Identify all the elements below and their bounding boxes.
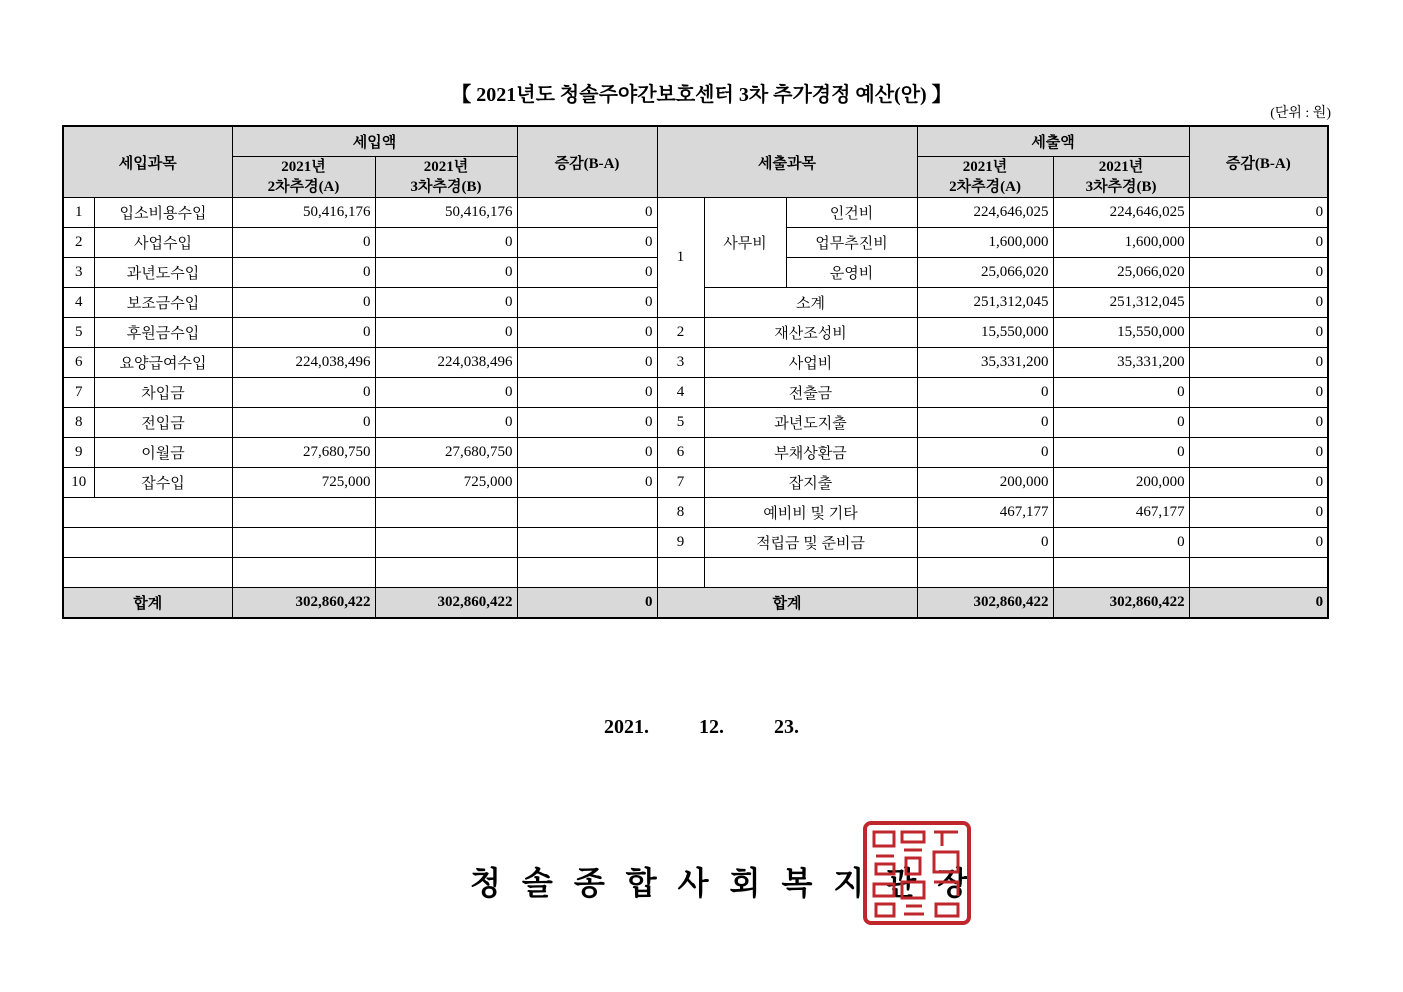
date-day: 23.: [774, 716, 799, 738]
document-title: 【 2021년도 청솔주야간보호센터 3차 추가경정 예산(안) 】: [451, 84, 952, 106]
expense-a: 25,066,020: [917, 258, 1053, 288]
empty-cell: [1189, 558, 1328, 588]
empty-cell: [232, 558, 375, 588]
expense-a: 0: [917, 378, 1053, 408]
expense-a: 1,600,000: [917, 228, 1053, 258]
income-no: 8: [63, 408, 94, 438]
empty-cell: [232, 498, 375, 528]
income-no: 2: [63, 228, 94, 258]
expense-a: 0: [917, 438, 1053, 468]
income-no: 9: [63, 438, 94, 468]
empty-cell: [375, 558, 517, 588]
income-subject-header: 세입과목: [63, 126, 232, 198]
expense-subtotal-label: 소계: [704, 288, 917, 318]
empty-cell: [657, 558, 704, 588]
expense-total-a: 302,860,422: [917, 588, 1053, 619]
income-b: 725,000: [375, 468, 517, 498]
income-b: 0: [375, 408, 517, 438]
expense-b: 224,646,025: [1053, 198, 1189, 228]
empty-cell: [63, 558, 232, 588]
income-amount-header: 세입액: [232, 126, 517, 157]
expense-name: 전출금: [704, 378, 917, 408]
income-name: 전입금: [94, 408, 232, 438]
expense-diff: 0: [1189, 438, 1328, 468]
table-row: [63, 378, 1328, 408]
empty-cell: [1053, 558, 1189, 588]
expense-b: 0: [1053, 528, 1189, 558]
expense-name: 운영비: [786, 258, 917, 288]
expense-a: 467,177: [917, 498, 1053, 528]
expense-b: 35,331,200: [1053, 348, 1189, 378]
income-a: 0: [232, 318, 375, 348]
expense-b: 0: [1053, 438, 1189, 468]
expense-a: 0: [917, 528, 1053, 558]
expense-subject-header: 세출과목: [657, 126, 917, 198]
expense-no: 2: [657, 318, 704, 348]
organization-name: 청솔종합사회복지관장: [470, 865, 990, 901]
expense-col-b-header: 2021년 3차추경(B): [1053, 157, 1189, 198]
income-diff: 0: [517, 378, 657, 408]
income-b: 0: [375, 228, 517, 258]
income-b: 0: [375, 378, 517, 408]
table-row: [63, 468, 1328, 498]
income-no: 7: [63, 378, 94, 408]
table-row: [63, 198, 1328, 228]
income-a: 27,680,750: [232, 438, 375, 468]
expense-total-diff: 0: [1189, 588, 1328, 619]
date-month: 12.: [699, 716, 724, 738]
expense-diff: 0: [1189, 528, 1328, 558]
empty-cell: [375, 528, 517, 558]
expense-diff: 0: [1189, 498, 1328, 528]
income-name: 과년도수입: [94, 258, 232, 288]
expense-a: 200,000: [917, 468, 1053, 498]
income-a: 50,416,176: [232, 198, 375, 228]
income-b: 224,038,496: [375, 348, 517, 378]
income-name: 보조금수입: [94, 288, 232, 318]
income-name: 요양급여수입: [94, 348, 232, 378]
income-col-a-header: 2021년 2차추경(A): [232, 157, 375, 198]
table-row: [63, 558, 1328, 588]
expense-name: 잡지출: [704, 468, 917, 498]
income-total-diff: 0: [517, 588, 657, 619]
income-a: 0: [232, 378, 375, 408]
empty-cell: [704, 558, 917, 588]
empty-cell: [917, 558, 1053, 588]
expense-no: 9: [657, 528, 704, 558]
expense-b: 0: [1053, 378, 1189, 408]
empty-cell: [375, 498, 517, 528]
date-year: 2021.: [604, 716, 649, 738]
income-b: 0: [375, 318, 517, 348]
income-a: 0: [232, 258, 375, 288]
expense-diff: 0: [1189, 468, 1328, 498]
table-row: [63, 528, 1328, 558]
unit-note: (단위 : 원): [1270, 106, 1331, 121]
expense-no: 5: [657, 408, 704, 438]
income-diff: 0: [517, 468, 657, 498]
expense-name: 과년도지출: [704, 408, 917, 438]
document-date: [0, 716, 1403, 739]
expense-a: 251,312,045: [917, 288, 1053, 318]
expense-no: 1: [657, 198, 704, 318]
expense-name: 인건비: [786, 198, 917, 228]
income-total-a: 302,860,422: [232, 588, 375, 619]
income-diff: 0: [517, 438, 657, 468]
expense-b: 251,312,045: [1053, 288, 1189, 318]
income-b: 0: [375, 258, 517, 288]
income-b: 50,416,176: [375, 198, 517, 228]
empty-cell: [63, 498, 232, 528]
income-diff: 0: [517, 258, 657, 288]
table-row: [63, 348, 1328, 378]
expense-no: 6: [657, 438, 704, 468]
income-a: 0: [232, 288, 375, 318]
expense-total-b: 302,860,422: [1053, 588, 1189, 619]
total-row: [63, 588, 1328, 619]
income-b: 0: [375, 288, 517, 318]
expense-name: 적립금 및 준비금: [704, 528, 917, 558]
expense-diff: 0: [1189, 228, 1328, 258]
income-name: 사업수입: [94, 228, 232, 258]
empty-cell: [517, 558, 657, 588]
expense-col-a-header: 2021년 2차추경(A): [917, 157, 1053, 198]
expense-a: 35,331,200: [917, 348, 1053, 378]
income-diff: 0: [517, 408, 657, 438]
expense-b: 15,550,000: [1053, 318, 1189, 348]
expense-a: 0: [917, 408, 1053, 438]
budget-table: [62, 125, 1329, 619]
table-row: [63, 438, 1328, 468]
expense-b: 200,000: [1053, 468, 1189, 498]
expense-no: 8: [657, 498, 704, 528]
income-name: 입소비용수입: [94, 198, 232, 228]
empty-cell: [517, 528, 657, 558]
expense-diff: 0: [1189, 348, 1328, 378]
expense-diff: 0: [1189, 408, 1328, 438]
expense-name: 업무추진비: [786, 228, 917, 258]
income-diff: 0: [517, 198, 657, 228]
income-no: 5: [63, 318, 94, 348]
expense-diff: 0: [1189, 288, 1328, 318]
income-no: 6: [63, 348, 94, 378]
expense-name: 예비비 및 기타: [704, 498, 917, 528]
expense-amount-header: 세출액: [917, 126, 1189, 157]
expense-diff-header: 증감(B-A): [1189, 126, 1328, 198]
empty-cell: [63, 528, 232, 558]
expense-category: 사무비: [704, 198, 786, 288]
income-a: 224,038,496: [232, 348, 375, 378]
expense-b: 0: [1053, 408, 1189, 438]
income-no: 1: [63, 198, 94, 228]
income-no: 3: [63, 258, 94, 288]
expense-b: 1,600,000: [1053, 228, 1189, 258]
income-a: 725,000: [232, 468, 375, 498]
income-total-label: 합계: [63, 588, 232, 619]
income-b: 27,680,750: [375, 438, 517, 468]
table-row: [63, 318, 1328, 348]
income-diff-header: 증감(B-A): [517, 126, 657, 198]
income-a: 0: [232, 228, 375, 258]
official-seal-icon: [862, 820, 972, 926]
expense-a: 224,646,025: [917, 198, 1053, 228]
income-diff: 0: [517, 288, 657, 318]
expense-diff: 0: [1189, 198, 1328, 228]
income-name: 차입금: [94, 378, 232, 408]
income-name: 후원금수입: [94, 318, 232, 348]
expense-no: 4: [657, 378, 704, 408]
expense-total-label: 합계: [657, 588, 917, 619]
expense-a: 15,550,000: [917, 318, 1053, 348]
expense-diff: 0: [1189, 258, 1328, 288]
income-no: 10: [63, 468, 94, 498]
expense-name: 재산조성비: [704, 318, 917, 348]
expense-b: 25,066,020: [1053, 258, 1189, 288]
table-row: [63, 498, 1328, 528]
income-name: 잡수입: [94, 468, 232, 498]
expense-diff: 0: [1189, 378, 1328, 408]
expense-diff: 0: [1189, 318, 1328, 348]
expense-no: 3: [657, 348, 704, 378]
income-name: 이월금: [94, 438, 232, 468]
income-total-b: 302,860,422: [375, 588, 517, 619]
empty-cell: [232, 528, 375, 558]
income-col-b-header: 2021년 3차추경(B): [375, 157, 517, 198]
table-row: [63, 408, 1328, 438]
expense-name: 부채상환금: [704, 438, 917, 468]
income-diff: 0: [517, 318, 657, 348]
income-a: 0: [232, 408, 375, 438]
expense-no: 7: [657, 468, 704, 498]
empty-cell: [517, 498, 657, 528]
income-no: 4: [63, 288, 94, 318]
expense-b: 467,177: [1053, 498, 1189, 528]
income-diff: 0: [517, 228, 657, 258]
income-diff: 0: [517, 348, 657, 378]
expense-name: 사업비: [704, 348, 917, 378]
